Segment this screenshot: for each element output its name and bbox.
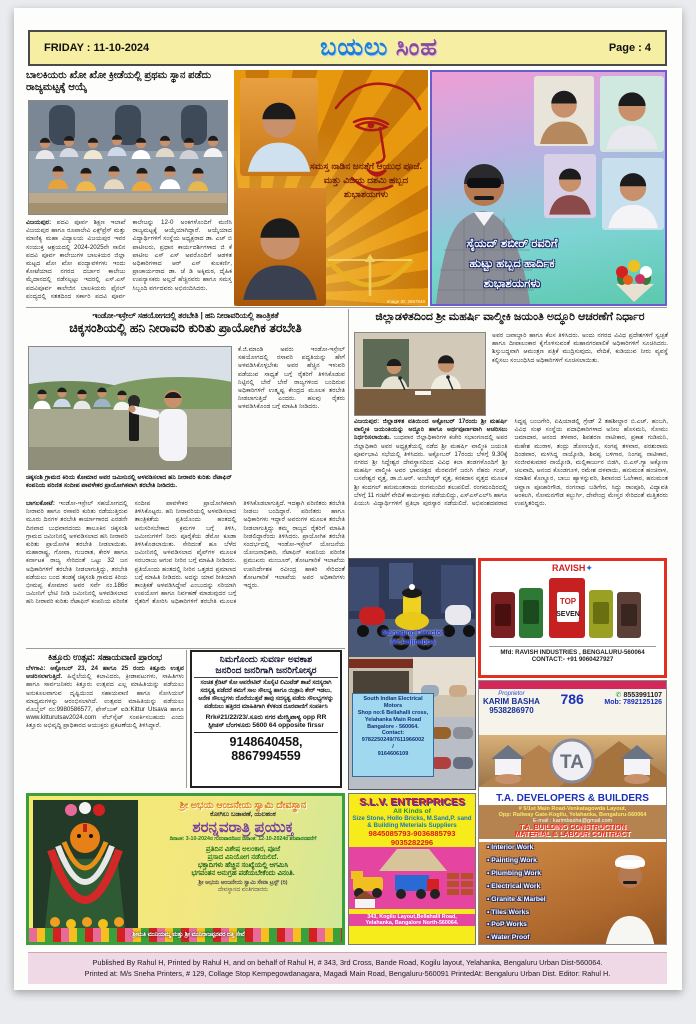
flower-bouquet-icon bbox=[610, 258, 658, 302]
portrait-small-4 bbox=[602, 158, 664, 230]
info-line: South Indian Electrical bbox=[363, 696, 423, 702]
temple-line-3: ಭಕ್ತಾದಿಗಳು ಹೆಚ್ಚಿನ ಸಂಖ್ಯೆಯಲ್ಲಿ ಆಗಮಿಸಿ bbox=[197, 862, 289, 869]
info-line: Shop no:6 Bellahalli cross, bbox=[357, 709, 429, 716]
service-item: • Electrical Work bbox=[487, 881, 666, 894]
info-line: 9164606109 bbox=[377, 751, 409, 757]
birthday-line-3: ಶುಭಾಶಯಗಳು bbox=[483, 278, 541, 290]
service-item: • Granite & Marbel bbox=[487, 894, 666, 907]
imprint-line-1: Published By Rahul H, Printed by Rahul H, and on behalf of Rahul H, # 343, 3rd Cross, Bande Road, Kogilu layout, Yelahanka, Bengaluru Urban Dist-560064. bbox=[92, 957, 603, 967]
slv-sub: All Kinds of bbox=[393, 808, 431, 815]
ta-services-block bbox=[479, 842, 666, 945]
ta-monogram-banner bbox=[479, 735, 666, 787]
issue-date: FRIDAY : 11-10-2024 bbox=[44, 42, 150, 54]
info-line: Contact: bbox=[381, 730, 405, 737]
ta-phone-top-number: 8553991107 bbox=[623, 692, 662, 699]
scooter-dealer-ad bbox=[348, 558, 476, 790]
temple-line-1: ಪ್ರತಿದಿನ ವಿಶೇಷ ಅಲಂಕಾರ, ಪೂಜೆ bbox=[205, 846, 281, 853]
ta-proprietor-label: Proprietor bbox=[498, 691, 525, 697]
brief-divider bbox=[26, 648, 345, 649]
ta-red-line-2: MATERIAL & LABOUR CONTRACT bbox=[514, 831, 631, 838]
temple-title: ಶ್ರೀ ಅಭಯ ಆಂಜನೇಯ ಸ್ವಾಮಿ ದೇವಸ್ಥಾನ bbox=[179, 800, 307, 811]
title-word-2: ಸಿಂಹ bbox=[395, 34, 438, 61]
temple-text-block bbox=[141, 800, 345, 894]
article3-lead: ವಿಜಯಪುರ: ಜಿಲ್ಲಾಡಳಿತ ವತಿಯಿಂದ ಅಕ್ಟೋಬರ್ 17ರಂದು ಶ್ರೀ ಮಹರ್ಷಿ ವಾಲ್ಮೀಕಿ ಜಯಂತಿಯನ್ನು ಅದ್ಧೂರಿ ಹಾಗೂ ಅರ್ಥಪೂರ್ಣವಾಗಿ ಆಚರಿಸಲು ನಿರ್ಧರಿಸಲಾಯಿತು. bbox=[354, 418, 508, 442]
stock-watermark: Image ID: 2667848 bbox=[386, 299, 425, 304]
managing-director-caption bbox=[349, 629, 476, 647]
info-line: Bangalore - 560064. bbox=[367, 723, 419, 730]
service-item: • PoP Works bbox=[487, 919, 666, 932]
man-with-sunglasses bbox=[434, 90, 534, 304]
whatsapp-icon: ✆ bbox=[615, 692, 622, 699]
temple-trust-1: ಶ್ರೀ ಅಭಯ ಆಂಜನೇಯ ಸ್ವಾಮಿ ಸೇವಾ ಟ್ರಸ್ಟ್ (ರಿ) bbox=[198, 880, 288, 886]
slv-line-1: Size Stone, Hollo Bricks, M.Sand,P. sand bbox=[352, 815, 472, 822]
temple-event: ಶರನ್ನವರಾತ್ರಿ ಪ್ರಯುಕ್ತ bbox=[192, 819, 294, 836]
bow-arrow-icon bbox=[320, 252, 420, 302]
md-line-2: Mr.Anjinappa bbox=[391, 639, 435, 647]
newspaper-page bbox=[14, 8, 682, 990]
opp-line-1: ನಿಮಗೊಂದು ಸುವರ್ಣ ಅವಕಾಶ bbox=[219, 654, 313, 664]
article1-headline: ಬಾಲಕಿಯರು ಖೋ ಖೋ ಕ್ರೀಡೆಯಲ್ಲಿ ಪ್ರಥಮ ಸ್ಥಾನ ಪಡೆದು ರಾಜ್ಯಮಟ್ಟಕ್ಕೆ ಆಯ್ಕೆ bbox=[26, 70, 211, 93]
slv-title: S.L.V. ENTERPRICES bbox=[359, 796, 465, 808]
birthday-greeting-ad bbox=[430, 70, 667, 306]
ta-top-band bbox=[479, 681, 666, 689]
ta-address-2: Opp: Railway Gate-Kogilu, Yelahanka, Bengaluru-560064 bbox=[498, 812, 647, 818]
info-line: Motors bbox=[383, 702, 403, 709]
brand-text: RAVISH bbox=[552, 563, 586, 573]
slv-line-2: & Building Meterials Suppliers bbox=[367, 822, 457, 829]
md-line-1: Managing Director bbox=[382, 630, 444, 637]
article3-body bbox=[354, 418, 668, 556]
garland-banner bbox=[29, 928, 345, 942]
portrait-man-selfie bbox=[234, 188, 326, 306]
newspaper-title bbox=[320, 34, 438, 62]
kittur-body bbox=[26, 665, 184, 789]
product-pouches bbox=[483, 574, 663, 640]
imprint-line-2: Printed at: M/s Sneha Printers, # 129, Collage Stop Kempegowdanagara, Magadi Main Road, Bengaluru-560091 PrintedAt: Bengaluru Urban Dist. Editor: Rahul H. bbox=[84, 968, 611, 978]
temple-subtitle: ಕೋಗಿಲು ಬಡಾವಣೆ, ಯಲಹಂಕ bbox=[210, 811, 276, 818]
masthead-bar bbox=[28, 30, 667, 66]
article2-dateline: ಬಾಗಲಕೋಟೆ: bbox=[26, 500, 55, 507]
portrait-small-2 bbox=[600, 76, 664, 152]
kittur-lead: ಅಕ್ಟೋಬರ್ 23, 24 ಹಾಗೂ 25 ರಂದು ಕಿತ್ತೂರು ಉತ್ಸವ ಆಚರಿಸಲಾಗುತ್ತಿದೆ. bbox=[26, 665, 184, 681]
opp-phones: 9148640458, 8867994559 bbox=[194, 732, 338, 763]
society-opportunity-ad bbox=[190, 650, 342, 788]
temple-dates: ದಿನಾಂಕ: 3-10-2024ರ ಗುರುವಾರದಿಂದ ದಿನಾಂಕ: 12-10-2024ರ ಶನಿವಾರದವರೆಗೆ bbox=[169, 836, 317, 842]
deity-photo bbox=[33, 800, 138, 928]
service-item: • Interior Work bbox=[487, 842, 666, 855]
slv-enterprises-ad bbox=[348, 793, 476, 945]
ta-address-block bbox=[479, 805, 666, 839]
portrait-small-3 bbox=[544, 154, 596, 218]
article2-text: ಇಂಡೋ-ಇಸ್ರೇಲ್ ಸಹಯೋಗದಲ್ಲಿ ನೀರಾವರಿ ಹಾಗೂ ರಸಾವರಿ ಕುರಿತು ನಡೆಯುತ್ತಿರುವ ಮೂರು ದಿನಗಳ ತರಬೇತಿ ಕಾರ್ಯಾಗಾರದ ಎರಡನೇ ದಿನವಾದ ಬುಧವಾರದಂದು ತಾಲೂಕಿನ ಚಿಕ್ಕಸಂಶಿ ಗ್ರಾಮದ ಜಮೀನಿನಲ್ಲಿ ಅಳವಡಿಸಲಾದ ಹನಿ ನೀರಾವರಿ ಕುರಿತು ಪ್ರಾಯೋಗಿಕ ತರಬೇತಿ ನೀಡಲಾಯಿತು. ಮಹಾರಾಷ್ಟ್ರ, ಗೋವಾ, ಗುಜರಾತ, ಕೇರಳ ಹಾಗೂ ಕರ್ನಾಟಕ ರಾಜ್ಯ ಸೇರಿದಂತೆ ಒಟ್ಟು 32 ಜನ ಅಧಿಕಾರಿಗಳಿಗೆ ತರಬೇತಿ ನೀಡಲಾಗುತ್ತಿದ್ದು, ತರಬೇತಿ ಪಡೆಯಲು ಬಂದ ತಂಡಕ್ಕೆ ಚಿಕ್ಕಸಂಶಿ ಗ್ರಾಮದ ಕಿರಿಯ ಭೀಮಪ್ಪ ಕೋಮಾರ ಅವರ ಸರ್ವೆ ನಂ.186ರ ಜಮೀನಿಗೆ ಭೇಟಿ ನೀಡಿ ಜಮೀನಿನಲ್ಲಿ ಅಳವಡಿಸಲಾದ ಹನಿ ನೀರಾವರಿ ಕುರಿತು ನೆಟಾಫಿನ್ ಕಂಪನಿಯ ಪರಿಣಿತ ಸಂದೀಪ ಪಾವಳೇಕರ ಪ್ರಾಯೋಗಿಕವಾಗಿ ತಿಳಿಸಿಕೊಟ್ಟರು. ಹನಿ ನೀರಾವರಿಯಲ್ಲಿ ಅಳವಡಿಸಲಾದ ತಾಂತ್ರಿಕತೆಯ ಪ್ರತಿಯೊಂದು ಹಂತದಲ್ಲಿ ಅನುಸರಿಸಬೇಕಾದ ಕ್ರಮಗಳ ಬಗ್ಗೆ ತಿಳಿಸಿ, ಜಮೀನುಗಳಿಗೆ ನೀರು ಪೂರೈಕೆಯ ಡೆಮೋ ಕೂಡಾ ತಿಳಿಸಿಕೊಡಲಾಯಿತು. ಸೇರಿದಂತೆ ಹೂ ಬೆಳೆದ ಜಮೀನಿನಲ್ಲಿ ಅಳವಡಿಸಲಾದ ಪೈಪ್‌ಗಳ ಮೂಲಕ ಸರಬರಾಜು ಆಗುವ ನೀರಿನ ಬಗ್ಗೆ ಮಾಹಿತಿ ನೀಡಿದರು. ಪ್ರತಿಯೊಂದು ಹಂತದಲ್ಲಿ ನೀರಿನ ಒತ್ತಡದ ಪ್ರಮಾಣದ ಬಗ್ಗೆ ಮಾಹಿತಿ ನೀಡಿದರು. ಅದನ್ನು ಯಾವ ರೀತಿಯಾಗಿ ತಾಂತ್ರಿಕತೆ ಅಳವಡಿಸಿದ್ದೇವೆ ಎಂಬುದನ್ನು ಸರಿಯಾಗಿ ಉಪಯೋಗ ಹಾಗೂ ನಿರ್ವಹಣೆ ಮಾಡುವುದರ ಬಗ್ಗೆ ರೈತರಿಗೆ ತೋರಿಸಿ ಅಧಿಕಾರಿಗಳಿಗೆ ತರಬೇತಿ ಮೂಲಕ ತಿಳಿಸಿಕೊಡಲಾಗುತ್ತಿದೆ. ಇದಕ್ಕಾಗಿ ಪರಿಣಿತರು ತರಬೇತಿ ನೀಡಲು ಬಂದಿದ್ದಾರೆ. ಪರಿಣಿತರು ಹಾಗೂ ಅಧಿಕಾರಿಗಳು ಇದ್ದಾರೆ ಅವರುಗಳ ಮೂಲಕ ತರಬೇತಿ ನೀಡಲಾಗುತ್ತಿದ್ದು ತಮ್ಮ ರಾಜ್ಯದ ರೈತರಿಗೆ ಮಾಹಿತಿ ನೀಡಲಿದ್ದಾರೆಂದು ತಿಳಿಸಿದರು. ಪ್ರಾಯೋಗಿಕ ತರಬೇತಿ ಸಂದರ್ಭದಲ್ಲಿ ಇಂಡೋ-ಇಸ್ರೇಲ್ ಯೋಜನೆಯ ಯೋಜನಾಧಿಕಾರಿ, ನೆಟಾಫಿನ್ ಕಂಪನಿಯ ಪರಿಣಿತ ಪ್ರಮುಖರು ಮಂಜೂರ್, ತೋಟಗಾರಿಕೆ ಇಲಾಖೆಯ ಉಪನಿರ್ದೇಶಕ ರವೀಂದ್ರ ಹಾಕರಿ ಸೇರಿದಂತೆ ತೋಟಗಾರಿಕೆ ಇಲಾಖೆಯ ಅಪರ ಅಧಿಕಾರಿಗಳು ಇದ್ದರು. bbox=[26, 500, 345, 606]
birthday-line-2: ಹುಟ್ಟು ಹಬ್ಬದ ಹಾರ್ದಿಕ bbox=[469, 258, 555, 270]
ta-786: 786 bbox=[560, 691, 584, 707]
service-item: • Water Proof bbox=[487, 932, 666, 945]
ta-developers-ad bbox=[478, 680, 667, 945]
temple-line-2: ಪ್ರಸಾದ ವಿನಿಯೋಗ ನಡೆಯಲಿದೆ. bbox=[207, 854, 279, 861]
dasara-greeting-ad bbox=[234, 70, 428, 306]
kittur-text: ಹಿನ್ನೆಲೆಯಲ್ಲಿ ಕಲಾವಿದರು, ಕ್ರೀಡಾಪಟುಗಳು, ಸಾಹಿತಿಗಳು ಹಾಗೂ ಸಾರ್ವಜನಿಕರು ಕಿತ್ತೂರು ಉತ್ಸವದ ಎಲ್ಲ ಮಾಹಿತಿಯನ್ನು ಪಡೆಯಲು ಅನುಕೂಲವಾಗುವ ದೃಷ್ಟಿಯಿಂದ ಸಹಾಯವಾಣಿ ಹಾಗೂ ಸೋಸಿಯಲ್ ಮಾಧ್ಯಮಗಳನ್ನು ಆರಂಭಿಸಲಾಗಿದೆ. ಉತ್ಸವದ ಮಾಹಿತಿಯನ್ನು ಪಡೆಯಲು ಮೊಬೈಲ್ ನಂ:9980586577, ಫೇಸ್‌ಬುಕ್ ಐಡಿ:Kittur Utsava ಹಾಗೂ www.kitturutsav2024.com ವೆಬ್‌ಸೈಟ್ ಸಂಪರ್ಕಿಸಬಹುದು ಎಂದು ಕಿತ್ತೂರು ಅಭಿವೃದ್ಧಿ ಪ್ರಾಧಿಕಾರದ ಆಯುಕ್ತರು ಪ್ರಕಟಣೆಯಲ್ಲಿ ತಿಳಿಸಿದ್ದಾರೆ. bbox=[26, 673, 184, 730]
opp-address-1: Rrk#21/22/23/.ಸೂರು ನಗರ ಮೇಸ್ತ್ರಿಪಾಳ್ಯ opp RR bbox=[205, 713, 327, 721]
ravish-contact-line: CONTACT:- +91 9060427927 bbox=[531, 656, 614, 663]
article3-text: ಬುಧವಾರ ಜಿಲ್ಲಾಧಿಕಾರಿಗಳ ಕಚೇರಿ ಸಭಾಂಗಣದಲ್ಲಿ ಅಪರ ಜಿಲ್ಲಾಧಿಕಾರಿ ಅವರ ಅಧ್ಯಕ್ಷತೆಯಲ್ಲಿ ನಡೆದ ಶ್ರೀ ಮಹರ್ಷಿ ವಾಲ್ಮೀಕಿ ಜಯಂತಿ ಪೂರ್ವಭಾವಿ ಸಭೆಯಲ್ಲಿ ತಿಳಿಸಿದರು. ಅಕ್ಟೋಬರ್ 17ರಂದು ಬೆಳಗ್ಗೆ 9.30ಕ್ಕೆ ನಗರದ ಶ್ರೀ ಸಿದ್ದೇಶ್ವರ ದೇವಸ್ಥಾನದಿಂದ ವಿವಿಧ ಕಲಾ ತಂಡಗಳೊಂದಿಗೆ ಶ್ರೀ ಮಹರ್ಷಿ ವಾಲ್ಮೀಕಿ ಅವರ ಭಾವಚಿತ್ರದ ಮೆರವಣಿಗೆ ಜರುಗಿ ನೆಹರು ಗಂಜ್, ಬಸವೇಶ್ವರ ವೃತ್ತ, ಡಾ.ಬಿ.ಆರ್. ಅಂಬೇಡ್ಕರ್ ವೃತ್ತ, ಕನಕದಾಸ ವೃತ್ತದ ಮೂಲಕ ಶ್ರೀ ಕಂದಗಲ್ ಹನುಮಂತರಾಯ ರಂಗಮಂದಿರ ತಲುಪಲಿದೆ. ರಂಗಮಂದಿರದಲ್ಲಿ ಬೆಳಗ್ಗೆ 11 ಗಂಟೆಗೆ ವೇದಿಕೆ ಕಾರ್ಯಕ್ರಮ ನಡೆಯಲಿದ್ದು, ಎಸ್‌ಎಸ್‌ಎಲ್‌ಸಿ ಹಾಗೂ ಪಿಯುಸಿ ವಿದ್ಯಾರ್ಥಿಗಳಿಗೆ ಪ್ರತಿಭಾ ಪುರಸ್ಕಾರ ನಡೆಯಲಿದೆ. ಅಭಿವಂಶದವರಾದ ಸಿದ್ದಪ್ಪ ಬಂಜಗೇರಿ, ಏಷಿಯಾಡಲ್ಲಿ ಗ್ರೇಡ್ 2 ತಹಶೀಲ್ದಾರ ಬಿ.ಎಚ್. ಹಂಬಗಿ, ವಿವಿಧ ಸಂಘ ಸಂಸ್ಥೆಯ ಪದಾಧಿಕಾರಿಗಳಾದ ಅನೀಲ ಹೊಸಮನಿ, ಸೋಮು ಜಮಾದಾರ, ಆನಂದ ತಳವಾರ, ಶಿವಶರಣ ನಾಟೀಕಾರ, ಪ್ರಕಾಶ ಗುಡಿಮನಿ, ಮಹೇಶ ಮುರಾಳ, ತಂದ್ರು ಡೋಣಬೈಾನ, ಸಂಗಪ್ಪ ತಳವಾರ, ಪರಶುರಾಮ ದಿಂಡವಾರ, ಮಳಸಿದ್ದ ನಾಯ್ಕೋಡಿ, ಶಿವಪ್ಪ ಬಳಿಗಾರ, ನಿಂಗಪ್ಪ ನಾಟೀಕಾರ, ಸಂಜೀವಕುಮಾರ ನಾಯ್ಕೋಡಿ, ಮಲ್ಲಿಕಾರ್ಜುನ ಬಿಡಗಿ, ಬಿ.ಎಸ್.ಗ್ಯಾ ಅಕ್ಕೋಣ ಚಲವಾದಿ, ಆನಂದ ಕೊಂಡಗೂಳಿ, ರಮೇಶ ದಳವಾಯಿ, ಹನುಮಂತ ಹಂಚಿನಾಳ, ಸದಾಶಿವ ಕೊಣ್ಣೂರ, ಬಾಬು ಹ್ಯಾಳನ್ನುವರಿ, ಶಿವಾನಂದ ಓಲೇಕಾರ, ಹನುಮಂತ ಚವ್ಹಾಣ ಪೂಜಾರಿಗೌಡ, ರಂಗನಾಥ ಬಡಿಗೇರ, ಸಿದ್ದು ರಾಂಪೂರಿ, ವಿದ್ಯಾವತಿ ಆಂಕಲಗಿ, ಸೋಮನಗೌಡ ಕಲ್ಬುರ್ಗಿ, ದೇವೇಂದ್ರ ಮೇಸ್ತರ ಸೇರಿದಂತೆ ಮತ್ತಿತರರು ಉಪಸ್ಥಿತರಿದ್ದರು. bbox=[354, 418, 668, 507]
column-rule bbox=[186, 650, 187, 788]
dasara-greeting-text: ಸಮಸ್ತ ನಾಡಿನ ಜನತೆಗೆ ಆಯುಧ ಪೂಜೆ. ಮತ್ತು ವಿಜಯ ದಶಮಿ ಹಬ್ಬದ ಶುಭಾಶಯಗಳು bbox=[309, 161, 422, 199]
page-number: Page : 4 bbox=[608, 42, 651, 54]
portrait-small-1 bbox=[534, 76, 594, 146]
article2-headline: ಚಿಕ್ಕಸಂಶಿಯಲ್ಲಿ ಹನಿ ನೀರಾವರಿ ಕುರಿತು ಪ್ರಾಯೋಗಿಕ ತರಬೇತಿ bbox=[69, 321, 302, 335]
kittur-dateline: ಬೆಳಗಾವಿ: bbox=[26, 665, 46, 672]
slv-address-2: Yelahanka, Bangalore North-560064. bbox=[349, 920, 475, 926]
ta-title: T.A. DEVELOPERS & BUILDERS bbox=[479, 792, 666, 805]
birthday-line-1: ಸೈಯದ್ ಶಬೀರ್ ರವರಿಗೆ bbox=[466, 238, 558, 250]
slv-address-1: 343, Kogilu Layout,Bellahalli Road, bbox=[349, 914, 475, 920]
temple-banner-text: ಶ್ರೀಮತಿ ಮುನಿಯಮ್ಮ ಮತ್ತು ಶ್ರೀ ಮುನಿರಾಜಪ್ಪನವರ ದತ್ತಿ ಸೇವೆ bbox=[132, 931, 245, 938]
article2-caption: ಚಿಕ್ಕಸಂಶಿ ಗ್ರಾಮದ ಕಿರಿಯ ಕೋಮಾರ ಅವರ ಜಮೀನಿನಲ್ಲಿ ಅಳವಡಿಸಲಾದ ಹನಿ ನೀರಾವರಿ ಕುರಿತು ನೆಟಾಫಿನ್ ಕಂಪನಿಯ ಪರಿಣಿತ ಸಂದೀಪ ಪಾವಳೇಕರ ಪ್ರಾಯೋಗಿಕವಾಗಿ ತರಬೇತಿ ನೀಡಿದರು. bbox=[26, 474, 232, 490]
group-photo-illustration bbox=[29, 101, 228, 215]
ta-address-1: # 5/1st Main Road-Venkatagowda Layout, bbox=[518, 806, 627, 812]
article3-side-column: ಅವರ ಜವಾಬ್ದಾರಿ ಹಾಗೂ ಕೆಲಸ ತಿಳಿಸಿದರು. ಅಂದು ನಗರದ ವಿವಿಧ ಪ್ರದೇಶಗಳಿಗೆ ಸ್ವಚ್ಛತೆ ಹಾಗೂ ದೀಪಾಲಂಕಾರ ಕೈಗೊಳಿಸುವಂತೆ ಮಹಾನಗರಪಾಲಿಕೆ ಅಧಿಕಾರಿಗಳಿಗೆ ಸೂಚಿಸಿದರು. ಶಿಸ್ತುಬದ್ಧವಾಗಿ ಆಮಂತ್ರಣ ಪತ್ರಿಕೆ ಮುದ್ರಿಸುವುದು, ವೇದಿಕೆ, ಕುಡಿಯುವ ನೀರು ವ್ಯವಸ್ಥೆ ಕಲ್ಪಿಸಲು ಸಂಬಂಧಿಸಿದ ಅಧಿಕಾರಿಗಳಿಗೆ ಸೂಚಿಸಲಾಯಿತು. bbox=[492, 332, 668, 364]
svg-text:SEVEN: SEVEN bbox=[555, 611, 580, 618]
ravish-industries-ad bbox=[478, 558, 667, 678]
ta-contact-strip bbox=[479, 689, 666, 735]
ta-phone-mob: Mob: 7892125126 bbox=[604, 699, 662, 706]
ta-proprietor-name: KARIM BASHA bbox=[483, 697, 540, 706]
article1-dateline: ವಿಜಯಪುರ: bbox=[26, 219, 52, 226]
temple-trust-2: ದೇವಸ್ಥಾನದ ವಂತಿಗದಾರರು bbox=[218, 887, 268, 893]
opp-line-2: ಜನರಿಂದ ಜನರಿಗಾಗಿ ಜನರಿಗೋಸ್ಕರ bbox=[194, 665, 338, 678]
article3-headline: ಜಿಲ್ಲಾಡಳಿತದಿಂದ ಶ್ರೀ ಮಹರ್ಷಿ ವಾಲ್ಮೀಕಿ ಜಯಂತಿ ಅದ್ಧೂರಿ ಆಚರಣೆಗೆ ನಿರ್ಧಾರ bbox=[375, 311, 645, 323]
ta-email: E-mail : karimbasha@gmail.com bbox=[532, 818, 613, 824]
imprint-footer bbox=[28, 952, 667, 984]
slv-phone-1: 9845085793-9036885793 bbox=[368, 829, 456, 838]
brand-star-icon: ✦ bbox=[585, 563, 593, 573]
info-line: / bbox=[392, 744, 394, 751]
section-divider bbox=[26, 307, 667, 308]
opp-address-2: ಸ್ಪೀಚಸ್ ಬೆಂಗಳೂರು 5600 64 opposite firssr bbox=[208, 721, 324, 729]
ta-phone-top bbox=[604, 691, 662, 699]
ravish-mfd-line: Mfd: RAVISH INDUSTRIES , BENGALURU-560064 bbox=[489, 646, 656, 656]
service-item: • Plumbing Work bbox=[487, 868, 666, 881]
svg-text:TA: TA bbox=[560, 752, 584, 773]
temple-navaratri-ad bbox=[26, 793, 345, 945]
service-item: • Tiles Works bbox=[487, 907, 666, 920]
meeting-illustration bbox=[355, 333, 486, 416]
info-line: 9782250249/7611966002 bbox=[361, 737, 425, 744]
temple-line-4: ಭಗವಂತನ ಅನುಗ್ರಹ ಪಡೆಯಬೇಕೆಂದು ವಿನಂತಿ. bbox=[191, 870, 295, 877]
article2-body bbox=[26, 500, 345, 645]
article1-photo bbox=[28, 100, 228, 215]
electrical-motors-info-box bbox=[352, 693, 434, 777]
opp-body: ಸಂಚಿತ ಕ್ರೆಡಿಟ್ ಕೋ ಆಪರೇಟಿವ್ ಸೊಸೈಟಿ ಲಿಮಿಟೆಡ್ ಶಾಖೆ ಸದಸ್ಯರಾಗಿ ಸದಸ್ಯತ್ವ ಪಡೆದರೆ ತಮಗೆ ಸಾಲ ಸೌಲಭ್ಯ ಹಾಗೂ ಯಿತ್ರಾನಿ ಶೇರ್ ಇಡಲು, ಅನೇಕ ಸೌಲಭ್ಯಗಳು ದೊರೆಯುತ್ತವೆ ತಾವು ಸದಸ್ಯತ್ವ ಪಡೆದು ಸೌಲಭ್ಯಗಳನ್ನು ಪಡೆಯಲು ಹತ್ತಿರದ ಮಾಹಿತಿಗಾಗಿ ಕೆಳಕಂಡ ದೂರವಾಣಿಗೆ ಸಂಪರ್ಕಿಸಿ bbox=[198, 680, 334, 710]
article1-body bbox=[26, 219, 232, 306]
ta-red-line-1: T.A. BUILDING CONSTRUCTION bbox=[519, 824, 626, 831]
ta-proprietor-phone: 9538286970 bbox=[489, 706, 534, 715]
portrait-man-floral-shirt bbox=[240, 78, 318, 176]
service-item: • Painting Work bbox=[487, 855, 666, 868]
slv-vehicles-illustration bbox=[349, 847, 476, 909]
slv-phone-2: 9035282296 bbox=[390, 838, 434, 847]
ravish-brand bbox=[481, 563, 664, 574]
article2-kicker: ಇಂಡೋ-ಇಸ್ರೇಲ್ ಸಹಯೋಗದಲ್ಲಿ ತರಬೇತಿ | ಹನಿ ನೀರಾವರಿಯಲ್ಲಿ ತಾಂತ್ರಿಕತೆ bbox=[92, 311, 279, 320]
field-training-illustration bbox=[29, 347, 232, 470]
builder-portrait bbox=[598, 848, 662, 945]
kittur-headline: ಕಿತ್ತೂರು ಉತ್ಸವ: ಸಹಾಯವಾಣಿ ಪ್ರಾರಂಭ bbox=[47, 652, 163, 662]
article1-text: ಪದವಿ ಪೂರ್ವ ಶಿಕ್ಷಣ ಇಲಾಖೆ ವಿಜಯಪುರ ಹಾಗೂ ರೂಪಾಲೇವಿ ಎಕ್ಸ್‌ಪ್ರೆಸ್ ಮತ್ತು ಮಾಣಿಕ್ಯ ಮಹಾ ವಿದ್ಯಾಲಯ ವಿಜಯಪುರ ಇವರ ಸಂಯುಕ್ತ ಆಶ್ರಯದಲ್ಲಿ 2024-2025ನೇ ಸಾಲಿನ ಪದವಿ ಪೂರ್ವ ಕಾಲೇಜುಗಳ ಬಾಲಕಿಯರ ಜಿಲ್ಲಾ ಮಟ್ಟದ ಖೋ ಖೋ ಪಂದ್ಯಾವಳಿಗಳು ಇಂದು ಕೋಟೆಯಾದ ನಗರದ ದರ್ಬಾರ ಕಾಲೇಜು ಮೈದಾನದಲ್ಲಿ ನಡೆಸಲ್ಪಟ್ಟು ಇದರಲ್ಲಿ ಎಸ್.ಎಸ್ ಪದವಿಪೂರ್ವ ಕಾಲೇಜಿನ ಬಾಲಕಿಯರು ಫೈನಲ್ ಪಂದ್ಯದಲ್ಲಿ ಸತತದಿಂದ ಸರ್ಕಾರಿ ಪದವಿ ಪೂರ್ವ ಕಾಲೇಜನ್ನು 12-0 ಅಂಕಗಳೊಂದಿಗೆ ಮಣಿಸಿ ರಾಜ್ಯಮಟ್ಟಕ್ಕೆ ಆಯ್ಕೆಯಾಗಿದ್ದಾರೆ. ಆಯ್ಕೆಯಾದ ವಿದ್ಯಾರ್ಥಿಗಳಿಗೆ ಸಂಸ್ಥೆಯ ಅಧ್ಯಕ್ಷರಾದ ಡಾ. ಎಚ್ ಬಿ ಪಾಟೀಲರು, ಪ್ರಧಾನ ಕಾರ್ಯದರ್ಶಿಗಳಾದ ಜಿ ಕೆ ಪಾಟೀಲ ಎಸ್ ಎಸ್ ಅವರೊಂದಿಗೆ ಆಡಳಿತ ಅಧಿಕಾರಿಗಳಾದ ಆರ್ ಎಸ್ ಕುಲಕರ್ಣಿ, ಪ್ರಾಚಾರ್ಯರಾದ ಡಾ. ಜೆ ಡಿ ಅಕ್ಕಿಮಠ, ದೈಹಿಕ ಉಪನ್ಯಾಸಕರು ಅಲ್ಲದೆ ಹೆಚ್ಚಿನವರು ಹಾಗೂ ಸಮಸ್ತ ಸಿಬ್ಬಂದಿ ವರ್ಗದವರು ಅಭಿನಂದಿಸಿದರು. bbox=[26, 219, 232, 300]
article3-photo bbox=[354, 332, 486, 416]
svg-text:TOP: TOP bbox=[559, 597, 576, 606]
title-word-1: ಬಯಲು bbox=[320, 34, 389, 61]
article2-side-column: ಕೆ.ಜಿ.ಮಾಂಡಿ ಅವರು ಇಂಡೋ-ಇಸ್ರೇಲ್ ಸಹಯೋಗದಲ್ಲಿ ರಸಾವರಿ ಪದ್ಧತಿಯನ್ನು ಹೇಗೆ ಅಳವಡಿಸಿಕೊಳ್ಳಬೇಕು ಅವರ ಹೆಚ್ಚಿನ ಇಳುವರಿ ಪಡೆಯುವ ಸಾಧ್ಯತೆ ಬಗ್ಗೆ ರೈತರಿಗೆ ತಿಳಿಸಿಕೊಡುವ ನಿಟ್ಟಿನಲ್ಲಿ ಬೇರೆ ಬೇರೆ ರಾಜ್ಯಗಳಿಂದ ಬಂದಿರುವ ಅಧಿಕಾರಿಗಳಿಗೆ ಉತ್ಕೃಷ್ಟ ಕೇಂದ್ರದ ಮೂಲಕ ತರಬೇತಿ ನೀಡಲಾಗುತ್ತಿದೆ ಎಂದರು. ಹಲವು ರೈತರು ಅಳವಡಿಸಿಕೊಂಡ ಬಗ್ಗೆ ಮಾಹಿತಿ ನೀಡಿದರು. bbox=[238, 346, 345, 411]
article2-photo bbox=[28, 346, 232, 470]
info-line: Yelahanka Main Road bbox=[364, 716, 422, 723]
